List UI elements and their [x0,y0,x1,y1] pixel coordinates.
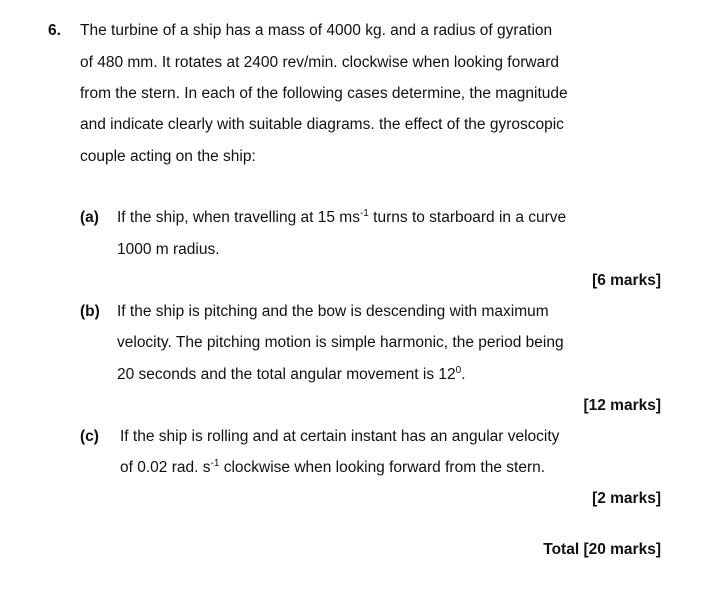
intro-line-4: and indicate clearly with suitable diagrams. the effect of the gyroscopic [80,116,564,133]
part-c-marks: [2 marks] [592,490,661,507]
part-b-line-2: velocity. The pitching motion is simple harmonic, the period being [117,334,564,351]
intro-line-3: from the stern. In each of the following cases determine, the magnitude [80,85,568,102]
part-a-line-1-pre: If the ship, when travelling at 15 ms [117,209,360,226]
part-c-line-2 [120,459,545,477]
part-a-exponent: -1 [359,207,369,219]
part-b-line-1: If the ship is pitching and the bow is descending with maximum [117,303,549,320]
part-a-line-1-post: turns to starboard in a curve [368,209,567,226]
part-b-marks: [12 marks] [583,397,661,414]
part-b-label: (b) [80,303,100,320]
part-c-exponent: -1 [210,457,220,469]
intro-line-5: couple acting on the ship: [80,148,256,165]
part-c-label: (c) [80,428,99,445]
part-b-line-3-post: . [461,366,466,383]
part-c-line-1: If the ship is rolling and at certain instant has an angular velocity [120,428,560,445]
part-b-degree-superscript: 0 [455,364,462,376]
part-a-line-1 [117,209,566,227]
part-a-line-2: 1000 m radius. [117,241,220,258]
part-b-line-3-pre: 20 seconds and the total angular movement is 12 [117,366,456,383]
part-b-line-3 [117,366,466,384]
question-number: 6. [48,22,61,39]
total-marks: Total [20 marks] [543,541,661,558]
part-a-label: (a) [80,209,99,226]
part-a-marks: [6 marks] [592,272,661,289]
intro-line-2: of 480 mm. It rotates at 2400 rev/min. clockwise when looking forward [80,54,559,71]
part-c-line-2-pre: of 0.02 rad. s [120,459,211,476]
intro-line-1: The turbine of a ship has a mass of 4000 kg. and a radius of gyration [80,22,553,39]
part-c-line-2-post: clockwise when looking forward from the stern. [219,459,546,476]
